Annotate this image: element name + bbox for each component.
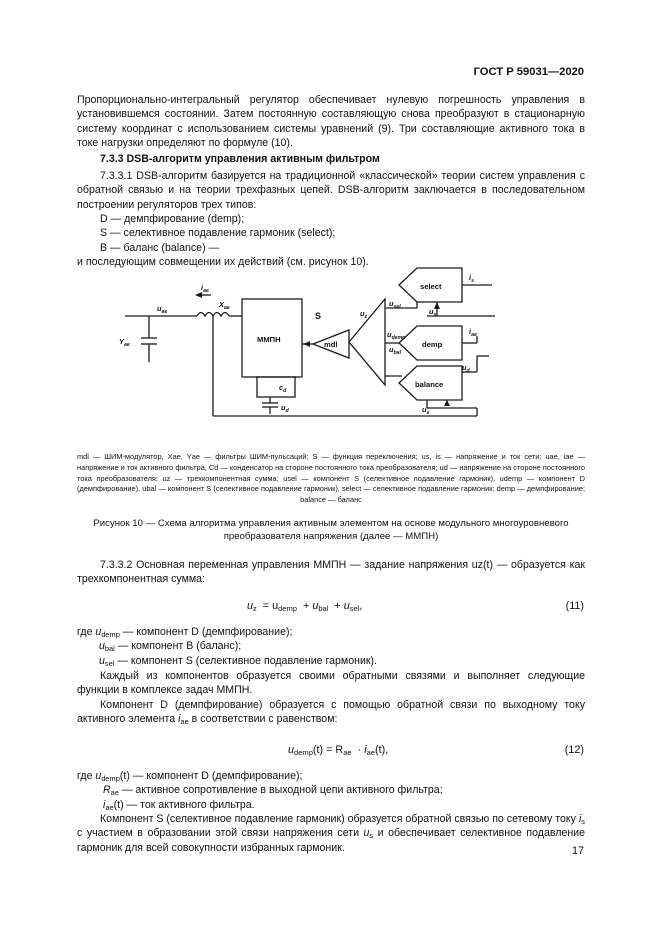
- list-item: D — демпфирование (demp);: [100, 213, 245, 225]
- label-mmpn: ММПН: [257, 335, 281, 344]
- paragraph-components: Каждый из компонентов образуется своими обратными связями и выполняет следующие функции в комплексе задач ММПН.: [77, 670, 585, 697]
- where-list-2: [77, 769, 585, 812]
- label-s: S: [315, 311, 322, 321]
- paragraph-component-d: Компонент D (демпфирование) образуется с помощью обратной связи по выходному току активного элемента $i_{ae}$ в соответствии с равенством:: [77, 699, 585, 727]
- paragraph-combine: и последующим совмещении их действий (см. рисунок 10).: [77, 256, 369, 268]
- label-u-s-bottom: $u_s$: [422, 405, 430, 416]
- page-number: 17: [571, 845, 584, 857]
- figure-10-diagram: [117, 264, 497, 424]
- label-balance: balance: [415, 380, 444, 389]
- list-item: $u_{bal}$ — компонент B (баланс);: [99, 640, 242, 654]
- paragraph-main-variable: 7.3.3.2 Основная переменная управления ММПН — задание напряжения uz(t) — образуется как трехкомпонентная сумма:: [77, 559, 585, 586]
- equation-11: $u_z = u_{demp} + u_{bal} + u_{sel}$,: [247, 600, 363, 613]
- list-item: S — селективное подавление гармоник (select);: [100, 227, 336, 240]
- where-list-1: [77, 625, 585, 668]
- label-x-ae: $X_{ae}$: [219, 300, 230, 311]
- list-item: $i_{ae}(t)$ — ток активного фильтра.: [103, 798, 255, 812]
- label-u-z: $u_z$: [360, 309, 368, 320]
- label-i-s: $i_s$: [469, 273, 474, 284]
- label-select: select: [420, 282, 442, 291]
- list-item: где $u_{demp}(t)$ — компонент D (демпфирование);: [77, 770, 303, 783]
- section-title: DSB-алгоритм управления активным фильтром: [126, 153, 380, 165]
- section-number: 7.3.3: [100, 153, 124, 165]
- label-c-d: $c_d$: [279, 383, 287, 394]
- label-mdl: mdl: [324, 340, 338, 349]
- list-item: $R_{ae}$ — активное сопротивление в выходной цепи активного фильтра;: [103, 784, 443, 798]
- figure-legend: mdl — ШИМ-модулятор, Xае, Yае — фильтры ШИМ-пульсаций; S — функция переключения; us, is — напряжение и ток сети; uае, iае — напряжение и ток активного фильтра, Cd — конденсатор на стороне постоянного тока преобразователя; ud — напряжение на стороне постоянного тока преобразователя; uz — трехкомпонентная сумма; usel — компонент S (селективное подавление гармоник), udemp — компонент D (демпфирование), ubal — компонент S (селективное подавление гармоник), select — селективное подавление гармоник; demp — демпфирование; balance — баланс: [77, 452, 585, 505]
- document-header: ГОСТ Р 59031—2020: [473, 66, 584, 78]
- equation-12: $u_{demp}(t) = R_{ae} \cdot i_{ae}(t)$,: [288, 744, 389, 757]
- label-i-ae: $i_{ae}$: [201, 283, 209, 294]
- label-i-ae-right: $i_{ae}$: [469, 327, 477, 338]
- label-u-s-top: $u_s$: [429, 307, 437, 318]
- label-u-demp: $u_{demp}$: [387, 330, 406, 341]
- label-u-sel: $u_{sel}$: [389, 299, 401, 310]
- section-heading: [77, 152, 585, 166]
- label-u-bal: $u_{bal}$: [389, 345, 402, 356]
- label-u-d-right: $u_d$: [462, 363, 470, 374]
- label-u-d: $u_d$: [281, 403, 289, 414]
- inductor-xae: [197, 313, 229, 317]
- equation-11-number: (11): [565, 600, 584, 612]
- label-y-ae: $Y_{ae}$: [119, 337, 130, 348]
- equation-12-number: (12): [564, 744, 584, 756]
- label-u-ae: $u_{ae}$: [157, 304, 168, 315]
- label-demp: demp: [422, 340, 443, 349]
- paragraph-dsb: 7.3.3.1 DSB-алгоритм базируется на традиционной «классической» теории систем управления с обратной связью и на теории трехфазных цепей. DSB-алгоритм заключается в последовательном построении регуляторов трех типов:: [77, 170, 585, 211]
- figure-caption: Рисунок 10 — Схема алгоритма управления активным элементом на основе модульного многоуровневого преобразователя напряжения (далее — ММПН): [93, 518, 569, 543]
- paragraph-pi-regulator: Пропорционально-интегральный регулятор обеспечивает нулевую погрешность управления в установившемся состоянии. Затем постоянную составляющую снова преобразуют в стационарную систему координат с использованием системы уравнений (9). Три составляющие активного тока в токе нагрузки определяют по формуле (10).: [77, 94, 585, 150]
- list-item: где $u_{demp}$ — компонент D (демпфирование);: [77, 626, 293, 639]
- list-item: B — баланс (balance) —: [100, 241, 220, 254]
- summator: [349, 299, 385, 385]
- list-item: $u_{sel}$ — компонент S (селективное подавление гармоник).: [99, 654, 377, 668]
- regulator-list: [100, 212, 580, 255]
- paragraph-component-s: Компонент S (селективное подавление гармоник) образуется обратной связью по сетевому току $i_s$ с участием в образовании этой связи напряжения сети $u_s$ и обеспечивает селективное подавление гармоник для всей совокупности избранных гармоник.: [77, 813, 585, 854]
